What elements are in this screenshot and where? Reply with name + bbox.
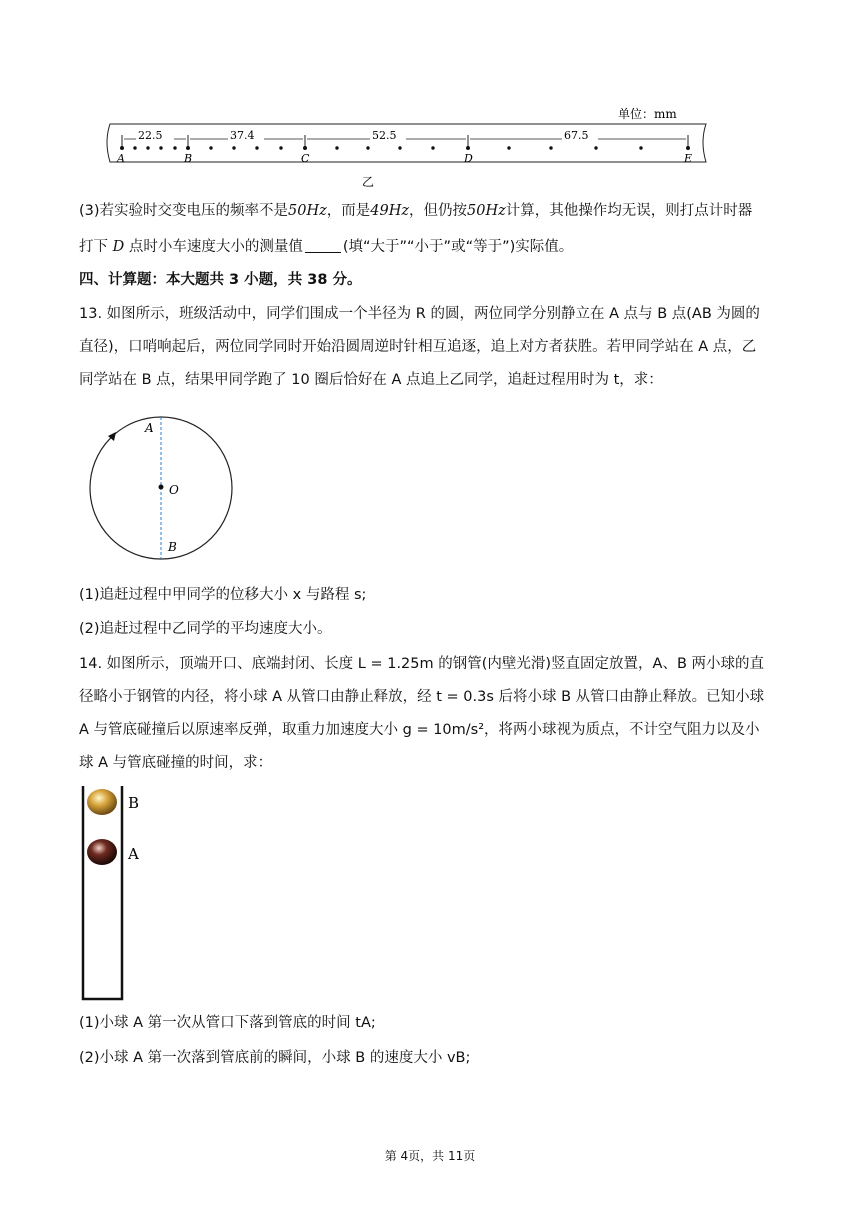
point-e: E	[684, 152, 693, 165]
steel-tube	[83, 786, 122, 999]
q13-sub2: (2)追赶过程中乙同学的平均速度大小。	[79, 621, 332, 637]
point-a: A	[117, 152, 125, 165]
label-o: O	[169, 483, 179, 497]
label-a: A	[145, 421, 154, 435]
page-footer: 第 4页，共 11页	[384, 1149, 476, 1163]
point-b: B	[184, 152, 193, 165]
q13-line3: 同学站在 B 点，结果甲同学跑了 10 圈后恰好在 A 点追上乙同学，追赶过程用时为 t，求：	[79, 372, 663, 388]
q14-sub1: (1)小球 A 第一次从管口下落到管底的时间 tA;	[79, 1015, 376, 1031]
tape-caption: 乙	[362, 175, 375, 189]
q12-part3-line1: (3)若实验时交变电压的频率不是50Hz，而是49Hz，但仍按50Hz计算，其他操作均无误，则打点计时器	[79, 203, 753, 219]
label-ball-a: A	[128, 845, 139, 863]
label-b: B	[168, 540, 177, 554]
segment-ab: 22.5	[138, 129, 163, 142]
q14-line3: A 与管底碰撞后以原速率反弹，取重力加速度大小 g = 10m/s²，将两小球视为质点，不计空气阻力以及小	[79, 722, 760, 738]
q13-line2: 直径)，口哨响起后，两位同学同时开始沿圆周逆时针相互追逐，追上对方者获胜。若甲同学站在 A 点，乙	[79, 339, 757, 355]
q14-line2: 径略小于钢管的内径，将小球 A 从管口由静止释放，经 t = 0.3s 后将小球 B 从管口由静止释放。已知小球	[79, 689, 765, 705]
label-ball-b: B	[128, 794, 140, 812]
segment-bc: 37.4	[230, 129, 255, 142]
q14-line4: 球 A 与管底碰撞的时间，求：	[79, 755, 273, 771]
answer-blank	[305, 238, 341, 253]
ball-a	[87, 839, 117, 865]
q13-line1: 13. 如图所示，班级活动中，同学们围成一个半径为 R 的圆，两位同学分别静立在 A 点与 B 点(AB 为圆的	[79, 306, 760, 322]
ticker-tape-figure	[100, 100, 710, 192]
center-point	[159, 485, 164, 490]
point-c: C	[301, 152, 310, 165]
q14-line1: 14. 如图所示，顶端开口、底端封闭、长度 L = 1.25m 的钢管(内壁光滑)竖直固定放置，A、B 两小球的直	[79, 656, 765, 672]
tape-outline	[107, 124, 706, 162]
q12-part3-line2: 打下 D 点时小车速度大小的测量值 (填“大于”“小于”或“等于”)实际值。	[79, 239, 574, 255]
segment-de: 67.5	[564, 129, 589, 142]
q14-sub2: (2)小球 A 第一次落到管底前的瞬间，小球 B 的速度大小 vB;	[79, 1050, 471, 1066]
point-d: D	[464, 152, 473, 165]
section-heading: 四、计算题：本大题共 3 小题，共 38 分。	[79, 272, 362, 288]
segment-cd: 52.5	[372, 129, 397, 142]
q13-sub1: (1)追赶过程中甲同学的位移大小 x 与路程 s;	[79, 587, 367, 603]
ball-b	[87, 789, 117, 815]
tape-dots	[120, 146, 690, 150]
tube-figure	[78, 784, 158, 1004]
circle-figure	[86, 412, 238, 564]
unit-label: 单位：mm	[618, 107, 677, 121]
